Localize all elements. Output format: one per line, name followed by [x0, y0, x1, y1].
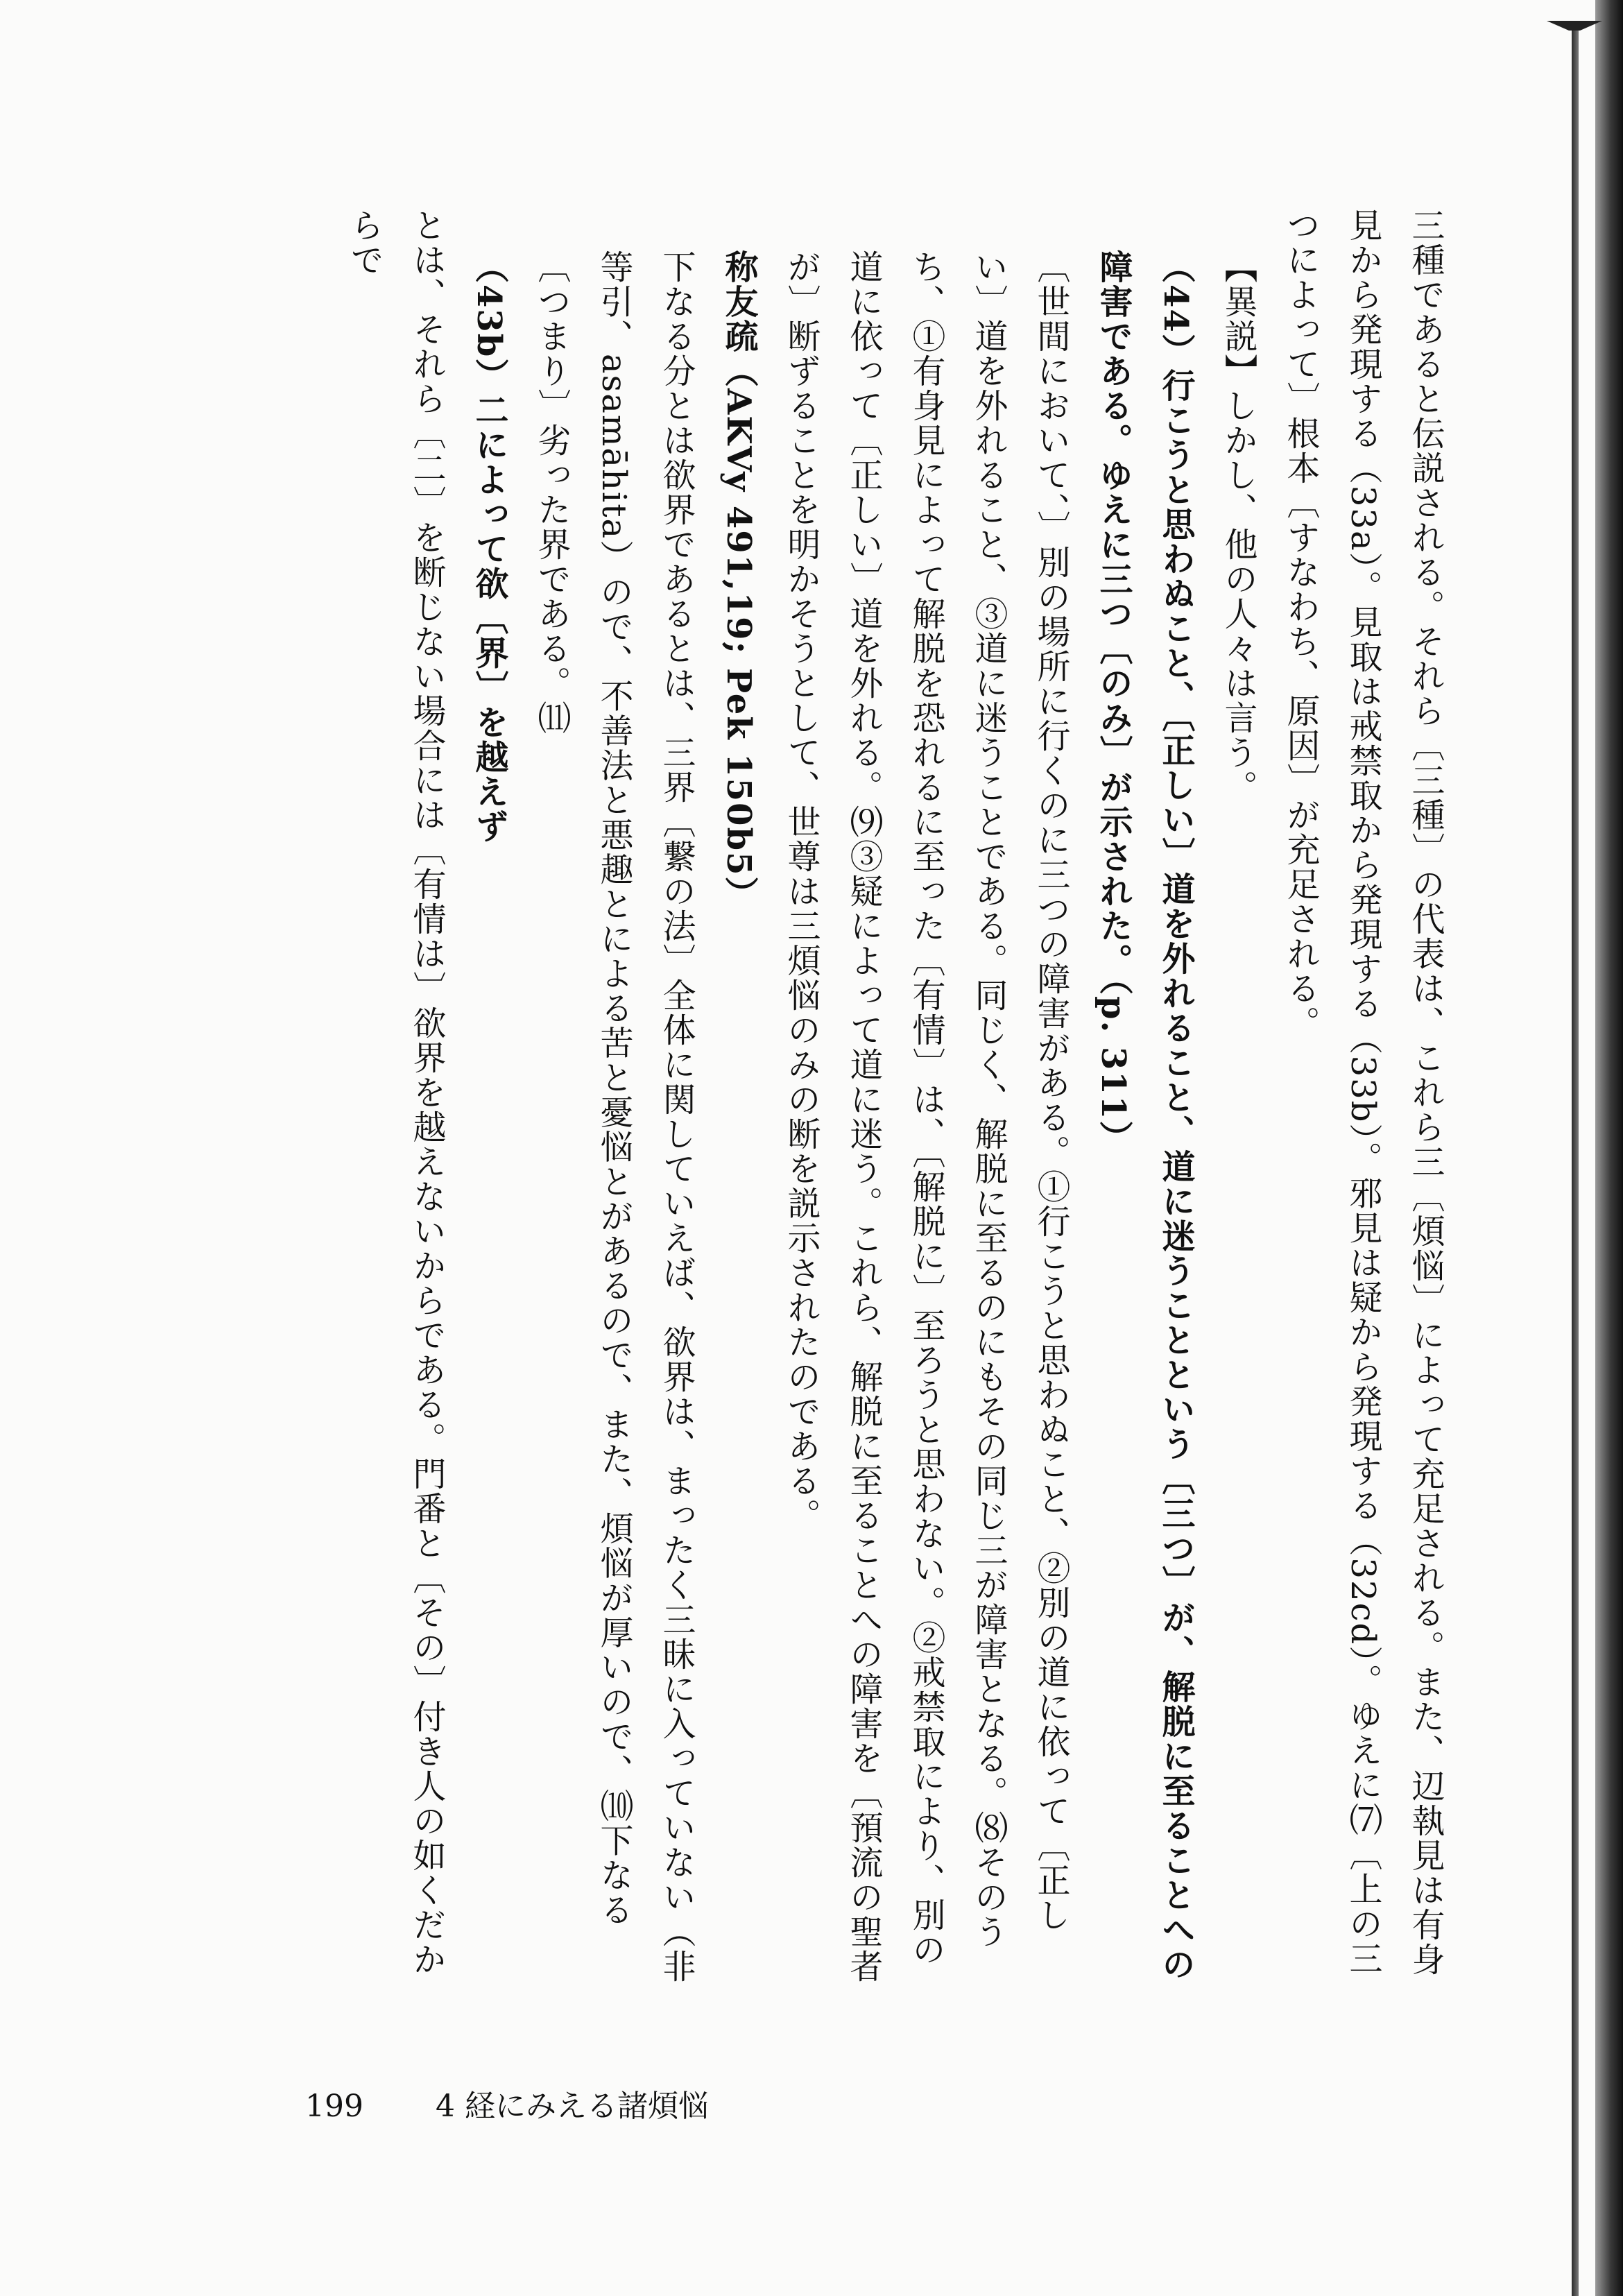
- scan-edge-shadow: [1595, 0, 1623, 2296]
- paragraph-lower-realm: 下なる分とは欲界であるとは、三界〔繋の法〕全体に関していえば、欲界は、まったく三昧に入っていない（非等引、asamāhita）ので、不善法と悪趣とによる苦と憂悩とがあるので、また、煩悩が厚いので、⑽下なる〔つまり〕劣った界である。⑾: [532, 250, 696, 1984]
- chapter-title: 4 経にみえる諸煩悩: [435, 2089, 709, 2124]
- verse-43b: （43b）二によって欲〔界〕を越えず: [470, 250, 508, 844]
- scan-edge-marker: [1547, 21, 1602, 31]
- page-number: 199: [305, 2089, 363, 2124]
- paragraph-commentary: 〔世間において、〕別の場所に行くのに三つの障害がある。①行こうと思わぬこと、②別の道に依って〔正しい〕道を外れること、③道に迷うことである。同じく、解脱に至るのにもその同じ三が障害となる。⑻そのうち、①有身見によって解脱を恐れるに至った〔有情〕は、〔解脱に〕至ろうと思わない。②戒禁取により、別の道に依って〔正しい〕道を外れる。⑼③疑によって道に迷う。これら、解脱に至ることへの障害を〔預流の聖者が〕断ずることを明かそうとして、世尊は三煩悩のみの断を説示されたのである。: [782, 250, 1070, 1984]
- paragraph-variant-heading: 【異説】しかし、他の人々は言う。: [1219, 250, 1257, 805]
- scan-edge-line: [1572, 28, 1579, 2296]
- paragraph-final: とは、それら〔二〕を断じない場合には〔有情は〕欲界を越えないからである。門番と〔その〕付き人の如くだからで: [345, 208, 446, 1977]
- paragraph-1: 三種であると伝説される。それら〔三種〕の代表は、これら三〔煩悩〕によって充足される。また、辺執見は有身見から発現する（33a）。見取は戒禁取から発現する（33b）。邪見は疑から発現する（32cd）。ゆえに⑺〔上の三つによって〕根本〔すなわち、原因〕が充足される。: [1281, 208, 1445, 1977]
- section-heading-commentary: 称友疏（AKVy 491,19; Pek 150b5）: [719, 250, 758, 911]
- verse-44: （44）行こうと思わぬこと、〔正しい〕道を外れること、道に迷うことという〔三つ〕が、解脱に至ることへの障害である。ゆえに三つ〔のみ〕が示された。（p. 311）: [1094, 250, 1195, 1982]
- vertical-text-body: [166, 208, 1457, 1984]
- page-footer: [305, 2081, 709, 2125]
